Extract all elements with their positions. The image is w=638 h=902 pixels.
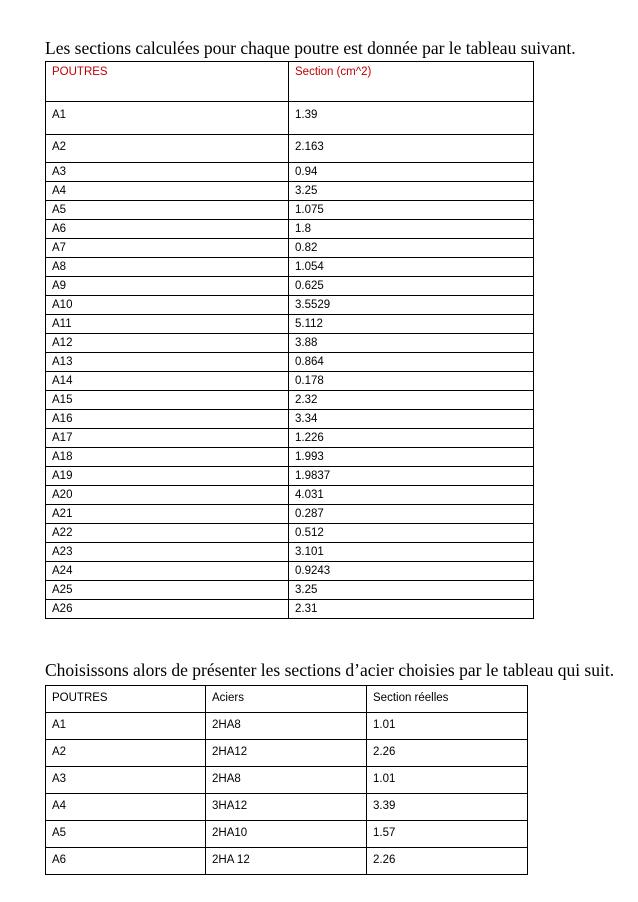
column-header: POUTRES [46, 62, 289, 102]
table-cell: A24 [46, 562, 289, 581]
table-cell: 0.178 [289, 372, 534, 391]
table-cell: 0.82 [289, 239, 534, 258]
table-cell: 1.054 [289, 258, 534, 277]
table-cell: 1.993 [289, 448, 534, 467]
table-cell: A22 [46, 524, 289, 543]
table-cell: 3.5529 [289, 296, 534, 315]
table-row [46, 277, 534, 296]
table-cell: 0.287 [289, 505, 534, 524]
table-cell: 1.01 [367, 713, 528, 740]
table-cell: 1.226 [289, 429, 534, 448]
table-cell: 3.25 [289, 581, 534, 600]
table-row [46, 220, 534, 239]
table-row [46, 794, 528, 821]
table-cell: 2.26 [367, 848, 528, 875]
table-header-row [46, 62, 534, 102]
table-row [46, 353, 534, 372]
table-row [46, 848, 528, 875]
table-cell: A2 [46, 740, 206, 767]
table-row [46, 505, 534, 524]
table-row [46, 334, 534, 353]
table-cell: 0.864 [289, 353, 534, 372]
table-cell: A6 [46, 848, 206, 875]
table-cell: 2HA10 [206, 821, 367, 848]
table-cell: 2.26 [367, 740, 528, 767]
table-cell: A16 [46, 410, 289, 429]
table-cell: 3.39 [367, 794, 528, 821]
table-cell: A18 [46, 448, 289, 467]
table-row [46, 740, 528, 767]
table-cell: 4.031 [289, 486, 534, 505]
table-cell: 2.163 [289, 135, 534, 163]
table-cell: A20 [46, 486, 289, 505]
table-cell: A12 [46, 334, 289, 353]
table-cell: 3HA12 [206, 794, 367, 821]
table-cell: 1.01 [367, 767, 528, 794]
table-row [46, 182, 534, 201]
table-cell: A25 [46, 581, 289, 600]
table-cell: 2HA8 [206, 767, 367, 794]
table-row [46, 486, 534, 505]
table-row [46, 562, 534, 581]
table-cell: A1 [46, 713, 206, 740]
table-row [46, 391, 534, 410]
table-cell: 3.101 [289, 543, 534, 562]
table-row [46, 581, 534, 600]
table-cell: 2HA 12 [206, 848, 367, 875]
table-cell: A1 [46, 102, 289, 135]
table-row [46, 163, 534, 182]
column-header: POUTRES [46, 686, 206, 713]
table-row [46, 410, 534, 429]
table-cell: A10 [46, 296, 289, 315]
table-row [46, 315, 534, 334]
table-cell: A3 [46, 767, 206, 794]
table-cell: A14 [46, 372, 289, 391]
table-row [46, 296, 534, 315]
column-header: Section réelles [367, 686, 528, 713]
table-row [46, 201, 534, 220]
table-cell: 1.57 [367, 821, 528, 848]
calculated-sections-table [45, 61, 534, 619]
table-cell: 1.075 [289, 201, 534, 220]
table-cell: 0.94 [289, 163, 534, 182]
table-cell: 0.9243 [289, 562, 534, 581]
table-cell: 2.31 [289, 600, 534, 619]
second-text: Choisissons alors de présenter les sections d’acier choisies par le tableau qui suit. [45, 660, 615, 680]
table-row [46, 713, 528, 740]
chosen-steel-table [45, 685, 528, 875]
table-cell: A8 [46, 258, 289, 277]
table-cell: 2HA12 [206, 740, 367, 767]
table-cell: A17 [46, 429, 289, 448]
table-cell: 5.112 [289, 315, 534, 334]
table-cell: A26 [46, 600, 289, 619]
table-row [46, 524, 534, 543]
column-header: Aciers [206, 686, 367, 713]
table-row [46, 543, 534, 562]
table-cell: A11 [46, 315, 289, 334]
table-cell: A19 [46, 467, 289, 486]
table-cell: 2.32 [289, 391, 534, 410]
table-row [46, 429, 534, 448]
table-cell: A5 [46, 201, 289, 220]
table-cell: A6 [46, 220, 289, 239]
table-row [46, 258, 534, 277]
table-cell: A3 [46, 163, 289, 182]
table-row [46, 821, 528, 848]
table-cell: A5 [46, 821, 206, 848]
table-cell: 3.88 [289, 334, 534, 353]
table-cell: 2HA8 [206, 713, 367, 740]
table-row [46, 467, 534, 486]
table-header-row [46, 686, 528, 713]
table-cell: A23 [46, 543, 289, 562]
table-cell: A13 [46, 353, 289, 372]
table-cell: 3.34 [289, 410, 534, 429]
table-row [46, 135, 534, 163]
table-cell: 0.625 [289, 277, 534, 296]
table-row [46, 767, 528, 794]
table-cell: 1.9837 [289, 467, 534, 486]
table-row [46, 372, 534, 391]
intro-text: Les sections calculées pour chaque poutre est donnée par le tableau suivant. [45, 38, 576, 58]
table-cell: A4 [46, 182, 289, 201]
table-cell: A9 [46, 277, 289, 296]
table-cell: A21 [46, 505, 289, 524]
table-row [46, 102, 534, 135]
table-cell: A2 [46, 135, 289, 163]
table-cell: A4 [46, 794, 206, 821]
column-header: Section (cm^2) [289, 62, 534, 102]
table-row [46, 600, 534, 619]
table-cell: 1.39 [289, 102, 534, 135]
table-row [46, 239, 534, 258]
table-row [46, 448, 534, 467]
table-cell: 3.25 [289, 182, 534, 201]
table-cell: A7 [46, 239, 289, 258]
table-cell: A15 [46, 391, 289, 410]
table-cell: 1.8 [289, 220, 534, 239]
table-cell: 0.512 [289, 524, 534, 543]
